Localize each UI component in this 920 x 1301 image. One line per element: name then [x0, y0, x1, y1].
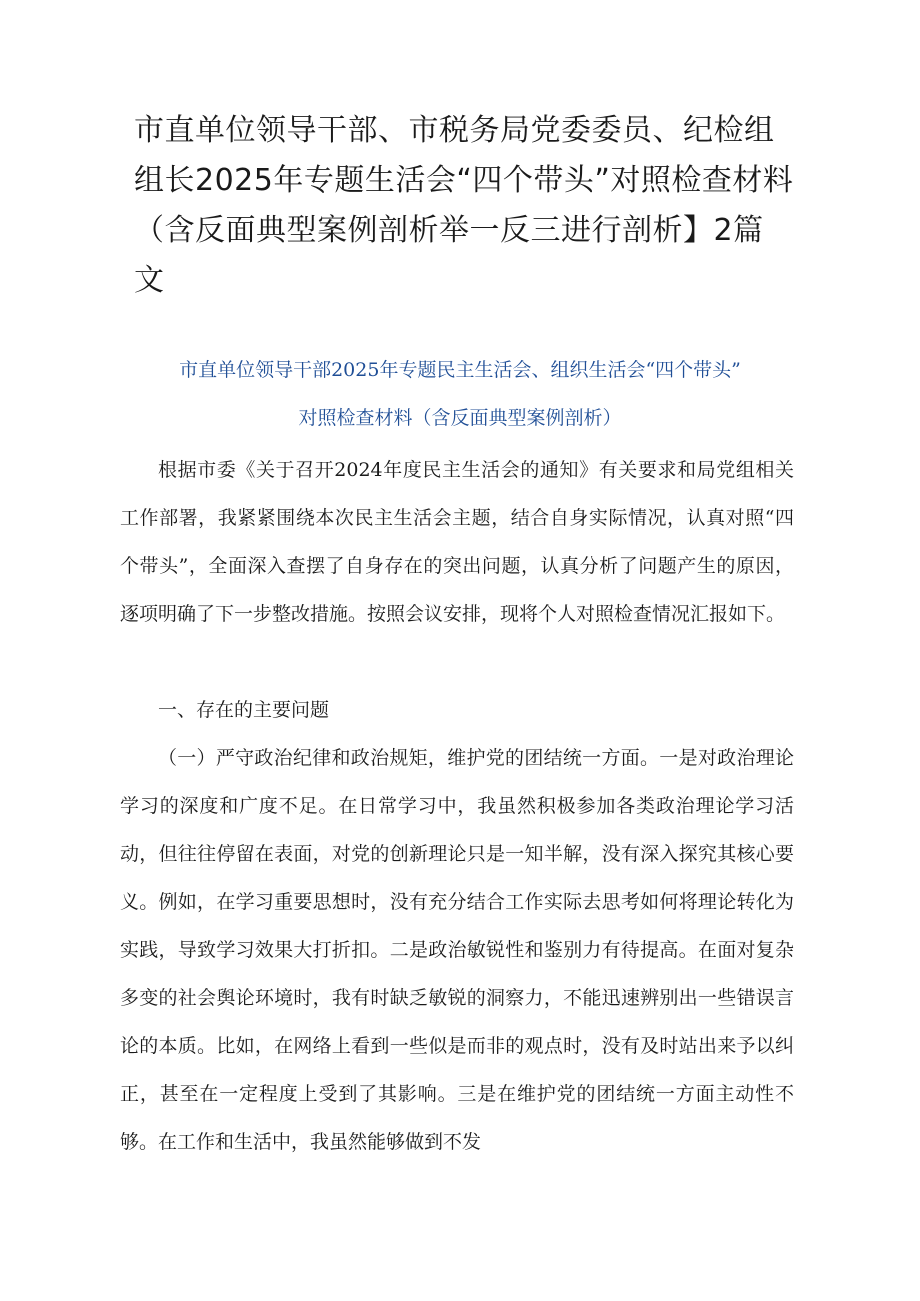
intro-paragraph: 根据市委《关于召开2024年度民主生活会的通知》有关要求和局党组相关工作部署，我紧紧围绕本次民主生活会主题，结合自身实际情况，认真对照“四个带头”，全面深入查摆了自身存在的突出问题，认真分析了问题产生的原因，逐项明确了下一步整改措施。按照会议安排，现将个人对照检查情况汇报如下。 — [120, 459, 794, 625]
heading-main-problems: 一、存在的主要问题 — [158, 699, 330, 721]
section-1-paragraph: （一）严守政治纪律和政治规矩，维护党的团结统一方面。一是对政治理论学习的深度和广度不足。在日常学习中，我虽然积极参加各类政治理论学习活动，但往往停留在表面，对党的创新理论只是一知半解，没有深入探究其核心要义。例如，在学习重要思想时，没有充分结合工作实际去思考如何将理论转化为实践，导致学习效果大打折扣。二是政治敏锐性和鉴别力有待提高。在面对复杂多变的社会舆论环境时，我有时缺乏敏锐的洞察力，不能迅速辨别出一些错误言论的本质。比如，在网络上看到一些似是而非的观点时，没有及时站出来予以纠正，甚至在一定程度上受到了其影响。三是在维护党的团结统一方面主动性不够。在工作和生活中，我虽然能够做到不发 — [120, 747, 794, 1153]
document-title: 市直单位领导干部、市税务局党委委员、纪检组组长2025年专题生活会“四个带头”对照检查材料（含反面典型案例剖析举一反三进行剖析】2篇文 — [134, 113, 794, 298]
section-subtitle-line-1: 市直单位领导干部2025年专题民主生活会、组织生活会“四个带头” — [179, 359, 741, 381]
section-subtitle-line-2: 对照检查材料（含反面典型案例剖析） — [298, 407, 622, 429]
